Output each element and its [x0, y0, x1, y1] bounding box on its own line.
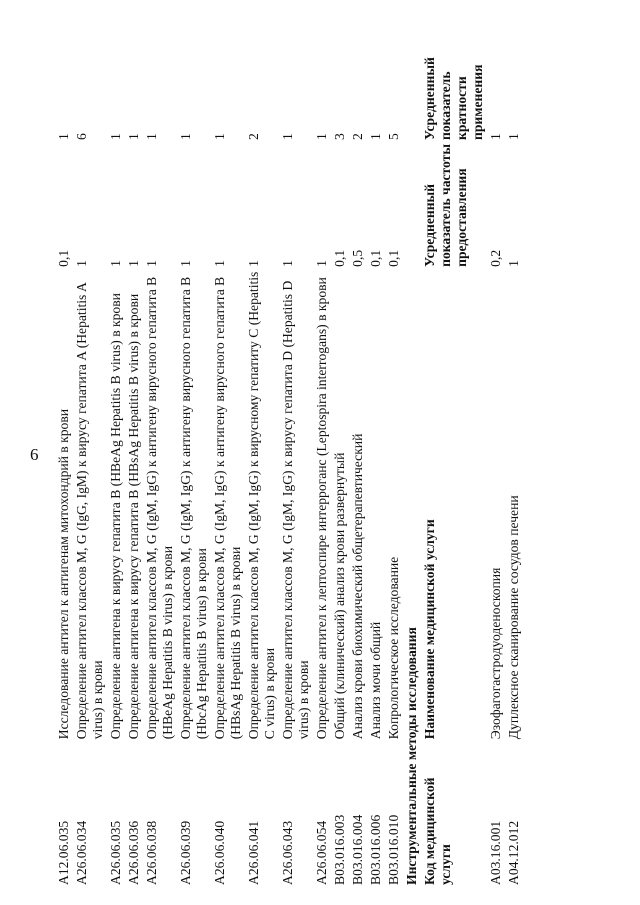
- multiplicity-value: 1: [488, 133, 503, 140]
- table-row: [74, 5, 108, 885]
- table-row: [212, 5, 246, 885]
- services-table: [56, 5, 524, 885]
- service-name: Анализ мочи общий: [368, 621, 383, 740]
- rotated-page: [56, 5, 616, 885]
- table-row: [386, 5, 404, 885]
- header-name: Наименование медицинской услуги: [422, 519, 437, 740]
- header-code: Код медицинской услуги: [422, 777, 453, 885]
- service-name: Эзофагогастродуоденоскопия: [488, 567, 503, 740]
- service-name: Определение антигена к вирусу гепатита B (HBsAg Hepatitis B virus) в крови: [126, 293, 141, 740]
- multiplicity-value: 3: [332, 133, 347, 140]
- service-name: Анализ крови биохимический общетерапевтический: [350, 433, 365, 740]
- table-row: [246, 5, 280, 885]
- service-name: Определение антител к лептоспире интерроганс (Leptospira interrogans) в крови: [314, 277, 329, 740]
- lab-tests-body: [56, 5, 404, 885]
- multiplicity-value: 2: [350, 133, 365, 140]
- multiplicity-value: 1: [178, 133, 193, 140]
- multiplicity-value: 1: [212, 133, 227, 140]
- service-name: Определение антител классов M, G (IgM, IgG) к вирусному гепатиту C (Hepatitis C virus) в крови: [246, 271, 277, 740]
- multiplicity-value: 1: [56, 133, 71, 140]
- service-code: A04.12.012: [506, 820, 521, 885]
- service-code: B03.016.006: [368, 814, 383, 885]
- service-code: A12.06.035: [56, 820, 71, 885]
- table-row: [368, 5, 386, 885]
- multiplicity-value: 1: [108, 133, 123, 140]
- service-code: B03.016.003: [332, 814, 347, 885]
- multiplicity-value: 1: [144, 133, 159, 140]
- service-code: A03.16.001: [488, 820, 503, 885]
- frequency-value: 1: [108, 260, 123, 267]
- frequency-value: 1: [246, 260, 261, 267]
- service-name: Копрологическое исследование: [386, 556, 401, 740]
- multiplicity-value: 1: [368, 133, 383, 140]
- service-name: Определение антигена к вирусу гепатита B (HBeAg Hepatitis B virus) в крови: [108, 293, 123, 740]
- service-name: Определение антител классов M, G (IgM, IgG) к антигену вирусного гепатита B (HBeAg Hepatitis B virus) в крови: [144, 276, 175, 740]
- section-title: Инструментальные методы исследования: [404, 627, 419, 885]
- multiplicity-value: 1: [506, 133, 521, 140]
- service-code: A26.06.054: [314, 820, 329, 885]
- table-row: [126, 5, 144, 885]
- service-code: A26.06.034: [74, 820, 89, 885]
- frequency-value: 0,1: [368, 249, 383, 267]
- service-code: A26.06.040: [212, 820, 227, 885]
- service-code: A26.06.041: [246, 820, 261, 885]
- service-code: A26.06.035: [108, 820, 123, 885]
- multiplicity-value: 1: [280, 133, 295, 140]
- table-header-row: [422, 5, 488, 885]
- table-row: [488, 5, 506, 885]
- table-row: [178, 5, 212, 885]
- multiplicity-value: 5: [386, 133, 401, 140]
- frequency-value: 1: [144, 260, 159, 267]
- service-name: Дуплексное сканирование сосудов печени: [506, 495, 521, 740]
- service-name: Определение антител классов M, G (IgM, IgG) к вирусу гепатита D (Hepatitis D virus) в крови: [280, 280, 311, 740]
- service-name: Общий (клинический) анализ крови развернутый: [332, 452, 347, 740]
- page-number: 6: [30, 445, 39, 464]
- service-code: A26.06.036: [126, 820, 141, 885]
- multiplicity-value: 1: [126, 133, 141, 140]
- service-code: B03.016.010: [386, 814, 401, 885]
- multiplicity-value: 1: [314, 133, 329, 140]
- table-row: [56, 5, 74, 885]
- instrumental-section: [404, 5, 488, 885]
- frequency-value: 0,1: [386, 249, 401, 267]
- service-name: Определение антител классов M, G (IgG, IgM) к вирусу гепатита A (Hepatitis A virus) в крови: [74, 282, 105, 740]
- service-code: B03.016.004: [350, 814, 365, 885]
- service-name: Определение антител классов M, G (IgM, IgG) к антигену вирусного гепатита B (HbcAg Hepatitis B virus) в крови: [178, 276, 209, 740]
- frequency-value: 0,5: [350, 249, 365, 267]
- service-code: A26.06.038: [144, 820, 159, 885]
- service-name: Исследование антител к антигенам митохондрий в крови: [56, 408, 71, 740]
- service-code: A26.06.043: [280, 820, 295, 885]
- frequency-value: 1: [506, 260, 521, 267]
- multiplicity-value: 2: [246, 133, 261, 140]
- header-multiplicity: Усредненный показатель кратности применения: [422, 57, 485, 140]
- frequency-value: 1: [74, 260, 89, 267]
- table-row: [108, 5, 126, 885]
- table-row: [314, 5, 332, 885]
- multiplicity-value: 6: [74, 133, 89, 140]
- table-row: [350, 5, 368, 885]
- frequency-value: 1: [280, 260, 295, 267]
- service-code: A26.06.039: [178, 820, 193, 885]
- table-row: [332, 5, 350, 885]
- service-name: Определение антител классов M, G (IgM, IgG) к антигену вирусного гепатита B (HBsAg Hepatitis B virus) в крови: [212, 276, 243, 740]
- table-row: [144, 5, 178, 885]
- header-frequency: Усредненный показатель частоты предоставления: [422, 144, 469, 267]
- instrumental-tests-body: [488, 5, 524, 885]
- frequency-value: 1: [178, 260, 193, 267]
- table-row: [280, 5, 314, 885]
- frequency-value: 1: [126, 260, 141, 267]
- frequency-value: 0,1: [56, 249, 71, 267]
- table-row: [506, 5, 524, 885]
- section-title-row: [404, 5, 422, 885]
- frequency-value: 0,2: [488, 249, 503, 267]
- frequency-value: 1: [314, 260, 329, 267]
- frequency-value: 0,1: [332, 249, 347, 267]
- frequency-value: 1: [212, 260, 227, 267]
